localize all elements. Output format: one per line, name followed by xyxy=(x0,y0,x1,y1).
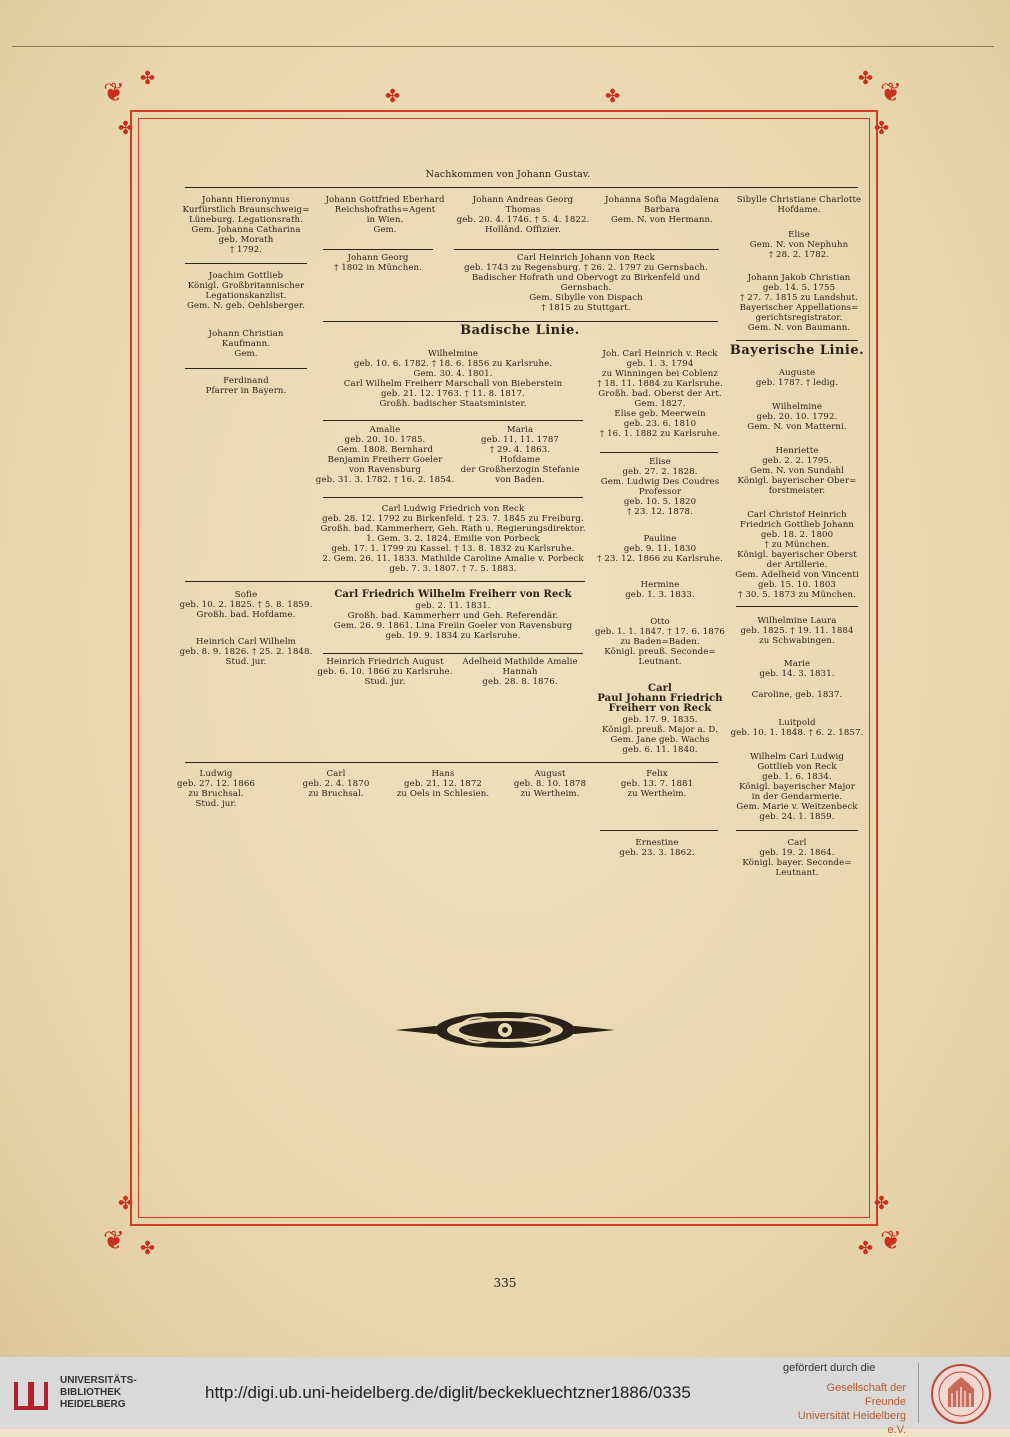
ornament-divider-icon xyxy=(395,1006,615,1054)
entry-elise: Elise geb. 27. 2. 1828. Gem. Ludwig Des Coudres Professor geb. 10. 5. 1820 † 23. 12. 1878. xyxy=(600,457,720,517)
branch-rule xyxy=(185,263,307,264)
library-name-line: UNIVERSITÄTS- xyxy=(60,1375,137,1386)
entry-wilhelmine: Wilhelmine geb. 10. 6. 1782. † 18. 6. 1856 zu Karlsruhe. Gem. 30. 4. 1801. Carl Wilhelm Freiherr Marschall von Bieberstein geb. 21. 12. 1763. † 11. 8. 1817. Großh. badischer Staatsminister. xyxy=(343,349,563,409)
library-name-line: BIBLIOTHEK xyxy=(60,1387,122,1398)
flourish-icon: ❦ xyxy=(103,78,125,108)
entry-johann-hieronymus: Johann Hieronymus Kurfürstlich Braunschweig= Lüneburg. Legationsrath. Gem. Johanna Catharina geb. Morath † 1792. xyxy=(182,195,310,255)
flourish-icon: ✤ xyxy=(385,86,401,107)
entry-carl-paul: geb. 17. 9. 1835. Königl. preuß. Major a. D. Gem. Jane geb. Wachs geb. 6. 11. 1840. xyxy=(602,715,718,755)
entry-adelheid: Adelheid Mathilde Amalie Hannah geb. 28. 8. 1876. xyxy=(462,657,578,687)
entry-carl-christof: Carl Christof Heinrich Friedrich Gottlieb Johann geb. 18. 2. 1800 † zu München. Königl. bayerischer Oberst der Artillerie. Gem. Adelheid von Vincenti geb. 15. 10. 1803 † 30. 5. 1873 zu München. xyxy=(735,510,859,600)
entry-ernestine: Ernestine geb. 23. 3. 1862. xyxy=(619,838,695,858)
entry-carl-paul-name: Paul Johann Friedrich Freiherr von Reck xyxy=(597,693,723,714)
entry-otto: Otto geb. 1. 1. 1847. † 17. 6. 1876 zu Baden=Baden. Königl. preuß. Seconde= Leutnant. xyxy=(595,617,725,667)
flourish-icon: ✤ xyxy=(140,68,156,89)
entry-caroline: Caroline, geb. 1837. xyxy=(751,690,843,700)
branch-rule xyxy=(323,321,718,322)
sponsor-name-line: Gesellschaft der Freunde xyxy=(826,1382,906,1408)
entry-carl-ludwig: Carl Ludwig Friedrich von Reck geb. 28. 12. 1792 zu Birkenfeld. † 23. 7. 1845 zu Freiburg. Großh. bad. Kammerherr, Geh. Rath u. Regierungsdirektor. 1. Gem. 3. 2. 1824. Emilie von Porbeck geb. 17. 1. 1799 zu Kassel. † 13. 8. 1832 zu Karlsruhe. 2. Gem. 26. 11. 1833. Mathilde Caroline Amalie v. Porbeck geb. 7. 3. 1807. † 7. 5. 1883. xyxy=(320,504,586,574)
entry-hermine: Hermine geb. 1. 3. 1833. xyxy=(625,580,695,600)
entry-johann-jakob: Johann Jakob Christian geb. 14. 5. 1755 † 27. 7. 1815 zu Landshut. Bayerischer Appellations= gerichtsregistrator. Gem. N. von Baumann. xyxy=(739,273,859,333)
entry-carl-bruchsal: Carl geb. 2. 4. 1870 zu Bruchsal. xyxy=(302,769,370,799)
heading-bayerische-linie: Bayerische Linie. xyxy=(729,343,865,358)
flourish-icon: ✤ xyxy=(874,1193,890,1214)
entry-johanna-sofia: Johanna Sofia Magdalena Barbara Gem. N. von Hermann. xyxy=(605,195,719,225)
library-name xyxy=(60,1375,137,1411)
branch-rule xyxy=(600,830,718,831)
entry-elise-nephuhn: Elise Gem. N. von Nephuhn † 28. 2. 1782. xyxy=(749,230,849,260)
branch-rule xyxy=(454,249,719,250)
flourish-icon: ❦ xyxy=(880,78,902,108)
sponsor-name-line: Universität Heidelberg e.V. xyxy=(797,1410,906,1436)
flourish-icon: ✤ xyxy=(605,86,621,107)
university-seal-icon xyxy=(930,1363,992,1425)
entry-pauline: Pauline geb. 9. 11. 1830 † 23. 12. 1866 zu Karlsruhe. xyxy=(597,534,723,564)
branch-rule xyxy=(736,606,858,607)
entry-carl-paul-intro: Carl xyxy=(648,683,672,694)
footer-divider xyxy=(918,1363,919,1423)
entry-wilhelmine-matterni: Wilhelmine geb. 20. 10. 1792. Gem. N. von Matterni. xyxy=(747,402,847,432)
entry-ferdinand: Ferdinand Pfarrer in Bayern. xyxy=(205,376,287,396)
branch-rule xyxy=(736,340,858,341)
branch-rule xyxy=(323,653,583,654)
entry-auguste: Auguste geb. 1787. † ledig. xyxy=(755,368,839,388)
branch-rule xyxy=(600,452,718,453)
entry-carl-friedrich-wilhelm: geb. 2. 11. 1831. Großh. bad. Kammerherr und Geh. Referendär. Gem. 26. 9. 1861. Lina Freiin Goeler von Ravensburg geb. 19. 9. 1834 zu Karlsruhe. xyxy=(333,601,573,641)
branch-rule xyxy=(185,581,585,582)
entry-joh-carl-heinrich: Joh. Carl Heinrich v. Reck geb. 1. 3. 1794 zu Winningen bei Coblenz † 18. 11. 1884 zu Karlsruhe. Großh. bad. Oberst der Art. Gem. 1827. Elise geb. Meerwein geb. 23. 6. 1810 † 16. 1. 1882 zu Karlsruhe. xyxy=(597,349,723,439)
branch-rule xyxy=(323,420,583,421)
entry-sofie: Sofie geb. 10. 2. 1825. † 5. 8. 1859. Großh. bad. Hofdame. xyxy=(179,590,313,620)
page-number: 335 xyxy=(493,1276,517,1290)
flourish-icon: ✤ xyxy=(118,118,134,139)
permalink-url[interactable]: http://digi.ub.uni-heidelberg.de/diglit/beckekluechtzner1886/0335 xyxy=(205,1383,691,1402)
branch-rule xyxy=(185,762,718,763)
entry-johann-georg: Johann Georg † 1802 in München. xyxy=(333,253,423,273)
flourish-icon: ✤ xyxy=(858,1238,874,1259)
branch-rule xyxy=(323,249,433,250)
entry-johann-andreas: Johann Andreas Georg Thomas geb. 20. 4. 1746. † 5. 4. 1822. Holländ. Offizier. xyxy=(456,195,590,235)
library-logo-icon xyxy=(10,1374,52,1414)
entry-hans: Hans geb. 21. 12. 1872 zu Oels in Schlesien. xyxy=(396,769,490,799)
flourish-icon: ✤ xyxy=(874,118,890,139)
entry-carl-fw-name: Carl Friedrich Wilhelm Freiherr von Reck xyxy=(334,589,572,600)
entry-johann-gottfried: Johann Gottfried Eberhard Reichshofraths=Agent in Wien. Gem. xyxy=(325,195,445,235)
entry-marie: Marie geb. 14. 3. 1831. xyxy=(759,659,835,679)
entry-heinrich-friedrich-august: Heinrich Friedrich August geb. 6. 10. 1866 zu Karlsruhe. Stud. jur. xyxy=(317,657,453,687)
branch-rule xyxy=(736,830,858,831)
sponsor-label: gefördert durch die xyxy=(783,1362,876,1374)
entry-carl-heinrich: Carl Heinrich Johann von Reck geb. 1743 zu Regensburg. † 26. 2. 1797 zu Gernsbach. Badischer Hofrath und Obervogt zu Birkenfeld und Gernsbach. Gem. Sibylle von Dispach † 1815 zu Stuttgart. xyxy=(464,253,708,313)
library-name-line: HEIDELBERG xyxy=(60,1399,126,1410)
entry-sibylle: Sibylle Christiane Charlotte Hofdame. xyxy=(736,195,862,215)
flourish-icon: ✤ xyxy=(858,68,874,89)
branch-rule xyxy=(323,497,583,498)
branch-rule xyxy=(185,368,307,369)
entry-wilhelm-carl: Wilhelm Carl Ludwig Gottlieb von Reck geb. 1. 6. 1834. Königl. bayerischer Major in der Gendarmerie. Gem. Marie v. Weitzenbeck geb. 24. 1. 1859. xyxy=(736,752,858,822)
entry-amalie: Amalie geb. 20. 10. 1785. Gem. 1808. Bernhard Benjamin Freiherr Goeler von Ravensburg geb. 31. 3. 1782. † 16. 2. 1854. xyxy=(315,425,455,485)
generation-rule xyxy=(185,187,858,188)
entry-carl-leutnant: Carl geb. 19. 2. 1864. Königl. bayer. Seconde= Leutnant. xyxy=(742,838,852,878)
flourish-icon: ✤ xyxy=(140,1238,156,1259)
viewer-footer xyxy=(0,1357,1010,1436)
heading-badische-linie: Badische Linie. xyxy=(460,323,580,338)
flourish-icon: ❦ xyxy=(880,1226,902,1256)
entry-felix: Felix geb. 13. 7. 1881 zu Wertheim. xyxy=(620,769,694,799)
entry-johann-christian: Johann Christian Kaufmann. Gem. xyxy=(208,329,284,359)
entry-august: August geb. 8. 10. 1878 zu Wertheim. xyxy=(513,769,587,799)
top-rule xyxy=(12,46,994,47)
entry-luitpold: Luitpold geb. 10. 1. 1848. † 6. 2. 1857. xyxy=(730,718,864,738)
entry-heinrich-carl: Heinrich Carl Wilhelm geb. 8. 9. 1826. † 25. 2. 1848. Stud. jur. xyxy=(179,637,313,667)
entry-joachim-gottlieb: Joachim Gottlieb Königl. Großbritannischer Legationskanzlist. Gem. N. geb. Oehlsberger. xyxy=(186,271,306,311)
entry-ludwig: Ludwig geb. 27. 12. 1866 zu Bruchsal. Stud. jur. xyxy=(177,769,255,809)
entry-maria: Maria geb. 11. 11. 1787 † 29. 4. 1863. Hofdame der Großherzogin Stefanie von Baden. xyxy=(460,425,580,485)
entry-henriette: Henriette geb. 2. 2. 1795. Gem. N. von Sundahl Königl. bayerischer Ober= forstmeister. xyxy=(737,446,857,496)
entry-wilhelmine-laura: Wilhelmine Laura geb. 1825. † 19. 11. 1884 zu Schwabingen. xyxy=(740,616,854,646)
flourish-icon: ✤ xyxy=(118,1193,134,1214)
flourish-icon: ❦ xyxy=(103,1226,125,1256)
page-title: Nachkommen von Johann Gustav. xyxy=(425,169,591,180)
